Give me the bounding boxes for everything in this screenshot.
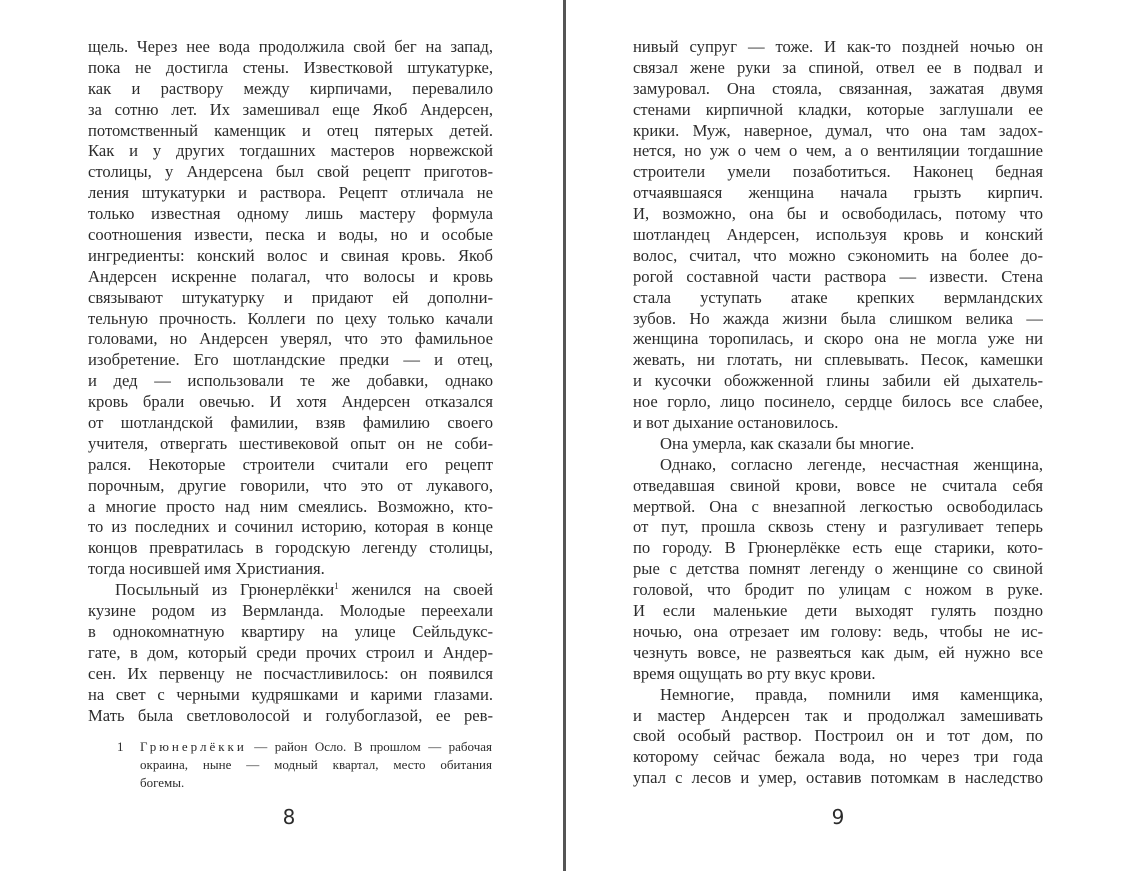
text-line	[633, 434, 1043, 455]
text-line	[633, 601, 1043, 622]
line-text: шотландец Андерсен, используя кровь и конский	[633, 225, 1043, 245]
right-page-text	[633, 37, 1043, 789]
line-text: отчаявшаяся женщина начала грызть кирпич.	[633, 183, 1043, 203]
text-line	[633, 246, 1043, 267]
text-line	[633, 476, 1043, 497]
line-text: упал с лесов и умер, оставив потомкам в наследство	[633, 768, 1043, 788]
text-line	[633, 162, 1043, 183]
text-line	[88, 246, 493, 267]
text-line	[88, 685, 493, 706]
line-text: от шотландской фамилии, взяв фамилию своего	[88, 413, 493, 433]
line-text: стала уступать атаке крепких вермландских	[633, 287, 1043, 307]
text-line	[633, 141, 1043, 162]
line-text: изобретение. Его шотландские предки — и отец,	[88, 350, 493, 370]
text-line	[633, 497, 1043, 518]
text-line	[88, 58, 493, 79]
footnote-line: богемы.	[140, 775, 185, 790]
text-line	[88, 434, 493, 455]
text-line	[88, 392, 493, 413]
line-text: кровь брали овечью. И хотя Андерсен отказался	[88, 392, 493, 412]
text-line	[633, 392, 1043, 413]
line-text: отведавшая свиной крови, вовсе не считала себя	[633, 475, 1043, 495]
line-text: только известная одному лишь мастеру формула	[88, 204, 493, 224]
text-line	[88, 371, 493, 392]
line-text: И если маленькие дети выходят гулять поздно	[633, 601, 1043, 621]
line-text: Мать была светловолосой и голубоглазой, ее рев-	[88, 705, 493, 725]
line-text: ночью, она отрезает им голову: ведь, чтобы не ис-	[633, 621, 1043, 641]
text-line	[633, 100, 1043, 121]
text-line	[633, 768, 1043, 789]
line-text: кузине родом из Вермланда. Молодые переехали	[88, 601, 493, 621]
line-text: головой, что бродит по улицам с ножом в руке.	[633, 580, 1043, 600]
line-text: и дед — использовали те же добавки, однако	[88, 371, 493, 391]
footnote-line	[140, 738, 492, 756]
text-line	[633, 643, 1043, 664]
text-line	[633, 622, 1043, 643]
text-line	[88, 121, 493, 142]
text-line	[633, 79, 1043, 100]
line-text: сен. Их первенцу не посчастливилось: он появился	[88, 663, 493, 683]
line-text: порочным, другие говорили, что это от лукавого,	[88, 475, 493, 495]
line-text: ное горло, лицо посинело, сердце билось все слабее,	[633, 392, 1043, 412]
text-line	[88, 37, 493, 58]
text-line	[88, 601, 493, 622]
text-line	[88, 267, 493, 288]
line-text: волос, считал, что можно сэкономить на более до-	[633, 245, 1043, 265]
text-line	[633, 204, 1043, 225]
line-text: как и раствору между кирпичами, перевалило	[88, 78, 493, 98]
line-text: нется, но уж о чем о чем, а о вентиляции тогдашние	[633, 141, 1043, 161]
text-line	[633, 726, 1043, 747]
line-text: и мастер Андерсен так и продолжал замешивать	[633, 705, 1043, 725]
footnote-line: окраина, ныне — модный квартал, место обитания	[140, 757, 492, 772]
text-line	[88, 79, 493, 100]
line-text: а многие просто над ним смеялись. Возможно, кто-	[88, 496, 493, 516]
line-text: за сотню лет. Их замешивал еще Якоб Андерсен,	[88, 99, 493, 119]
line-text: то из последних и сочинил историю, которая в конце	[88, 517, 493, 537]
footnote-reference[interactable]: 1	[334, 581, 339, 592]
text-line	[88, 476, 493, 497]
line-text: стенами кирпичной кладки, которые заглушали ее	[633, 99, 1043, 119]
line-text: потомственный каменщик и отец пятерых детей.	[88, 120, 493, 140]
line-text: рался. Некоторые строители считали его рецепт	[88, 454, 493, 474]
text-line	[88, 204, 493, 225]
footnote-number: 1	[117, 739, 124, 754]
line-text: ления штукатурки и раствора. Рецепт отличала не	[88, 183, 493, 203]
line-text: которому сейчас бежала вода, но через три года	[633, 747, 1043, 767]
text-line	[633, 309, 1043, 330]
line-text: мертвой. Она с внезапной легкостью освободилась	[633, 496, 1043, 516]
line-text: Как и у других тогдашних мастеров норвежской	[88, 141, 493, 161]
line-text: щель. Через нее вода продолжила свой бег на запад,	[88, 37, 493, 56]
line-text: связывают штукатурку и придают ей дополни-	[88, 287, 493, 307]
text-line	[633, 183, 1043, 204]
text-line	[88, 455, 493, 476]
text-line	[633, 559, 1043, 580]
text-line	[633, 685, 1043, 706]
text-line	[88, 643, 493, 664]
line-text: рогой составной части раствора — извести. Стена	[633, 266, 1043, 286]
text-line	[88, 622, 493, 643]
line-text: И, возможно, она бы и освободилась, потому что	[633, 204, 1043, 224]
line-text: нивый супруг — тоже. И как-то поздней ночью он	[633, 37, 1043, 56]
line-text: соотношения извести, песка и воды, но и особые	[88, 225, 493, 245]
line-text: ингредиенты: конский волос и свиная кровь. Якоб	[88, 245, 493, 265]
text-line	[633, 225, 1043, 246]
line-text: строители умели позаботиться. Наконец бедная	[633, 162, 1043, 182]
text-line	[88, 162, 493, 183]
line-text: Посыльный из Грюнерлёкки	[115, 580, 335, 600]
text-line	[88, 141, 493, 162]
line-text: время ощущать во рту вкус крови.	[633, 663, 876, 683]
text-line	[88, 309, 493, 330]
text-line	[633, 371, 1043, 392]
line-text: жевать, ни глотать, ни сплевывать. Песок, камешки	[633, 350, 1043, 370]
line-text: и вот дыхание остановилось.	[633, 413, 839, 433]
line-text: чезнуть вовсе, не развеяться как дым, ей нужно все	[633, 642, 1043, 662]
text-line	[88, 350, 493, 371]
line-text: концов превратилась в городскую легенду столицы,	[88, 538, 493, 558]
text-line	[633, 413, 1043, 434]
line-text: женился на своей	[338, 580, 493, 600]
text-line	[633, 538, 1043, 559]
line-text: Андерсен искренне полагал, что волосы и кровь	[88, 266, 493, 286]
footnote-term: Грюнерлёкки	[140, 739, 247, 754]
line-text: замуровал. Она стояла, связанная, зажатая двумя	[633, 78, 1043, 98]
line-text: на свет с черными кудряшками и карими глазами.	[88, 684, 493, 704]
line-text: Она умерла, как сказали бы многие.	[660, 433, 915, 453]
text-line	[88, 664, 493, 685]
text-line	[88, 183, 493, 204]
text-line	[633, 664, 1043, 685]
text-line	[633, 267, 1043, 288]
text-line	[633, 37, 1043, 58]
text-line	[88, 580, 493, 601]
text-line	[633, 329, 1043, 350]
line-text: пока не достигла стены. Известковой штукатурке,	[88, 57, 493, 77]
page-number-right: 9	[831, 805, 845, 829]
text-line	[88, 497, 493, 518]
text-line	[88, 413, 493, 434]
line-text: тельную прочность. Коллеги по цеху только качали	[88, 308, 493, 328]
line-text: Однако, согласно легенде, несчастная женщина,	[660, 454, 1043, 474]
left-page-text	[88, 37, 493, 726]
line-text: крики. Муж, наверное, думал, что она там задох-	[633, 120, 1043, 140]
page-number-left: 8	[282, 805, 296, 829]
line-text: столицы, у Андерсена был свой рецепт приготов-	[88, 162, 493, 182]
text-line	[633, 350, 1043, 371]
line-text: от пут, прошла сквозь стену и разгуливает теперь	[633, 517, 1043, 537]
line-text: гате, в дом, который среди прочих строил и Андер-	[88, 642, 493, 662]
text-line	[633, 455, 1043, 476]
line-text: Немногие, правда, помнили имя каменщика,	[660, 684, 1043, 704]
text-line	[633, 747, 1043, 768]
text-line	[88, 559, 493, 580]
text-line	[633, 706, 1043, 727]
line-text: по городу. В Грюнерлёкке есть еще старики, кото-	[633, 538, 1043, 558]
line-text: в однокомнатную квартиру на улице Сейльдукс-	[88, 621, 493, 641]
line-text: связал жене руки за спиной, отвел ее в подвал и	[633, 57, 1043, 77]
text-line	[88, 225, 493, 246]
line-text: женщина торопилась, и скоро она не могла уже ни	[633, 329, 1043, 349]
line-text: тогда носившей имя Христиания.	[88, 559, 325, 579]
text-line	[633, 58, 1043, 79]
text-line	[88, 706, 493, 727]
text-line	[88, 288, 493, 309]
line-text: учителя, отвергать шестивековой опыт он не соби-	[88, 433, 493, 453]
page-gutter-divider	[563, 0, 566, 871]
line-text: зубов. Но жажда жизни была слишком велика —	[633, 308, 1043, 328]
text-line	[633, 121, 1043, 142]
text-line	[88, 329, 493, 350]
text-line	[88, 100, 493, 121]
line-text: рые с детства помнят легенду о женщине со свиной	[633, 559, 1043, 579]
line-text: и кусочки обожженной глины забили ей дыхатель-	[633, 371, 1043, 391]
text-line	[88, 538, 493, 559]
text-line	[88, 517, 493, 538]
text-line	[633, 517, 1043, 538]
footnote-text: — район Осло. В прошлом — рабочая	[246, 739, 492, 754]
line-text: свой особый раствор. Построил он и тот дом, по	[633, 726, 1043, 746]
text-line	[633, 288, 1043, 309]
line-text: головами, но Андерсен уверял, что это фамильное	[88, 329, 493, 349]
text-line	[633, 580, 1043, 601]
